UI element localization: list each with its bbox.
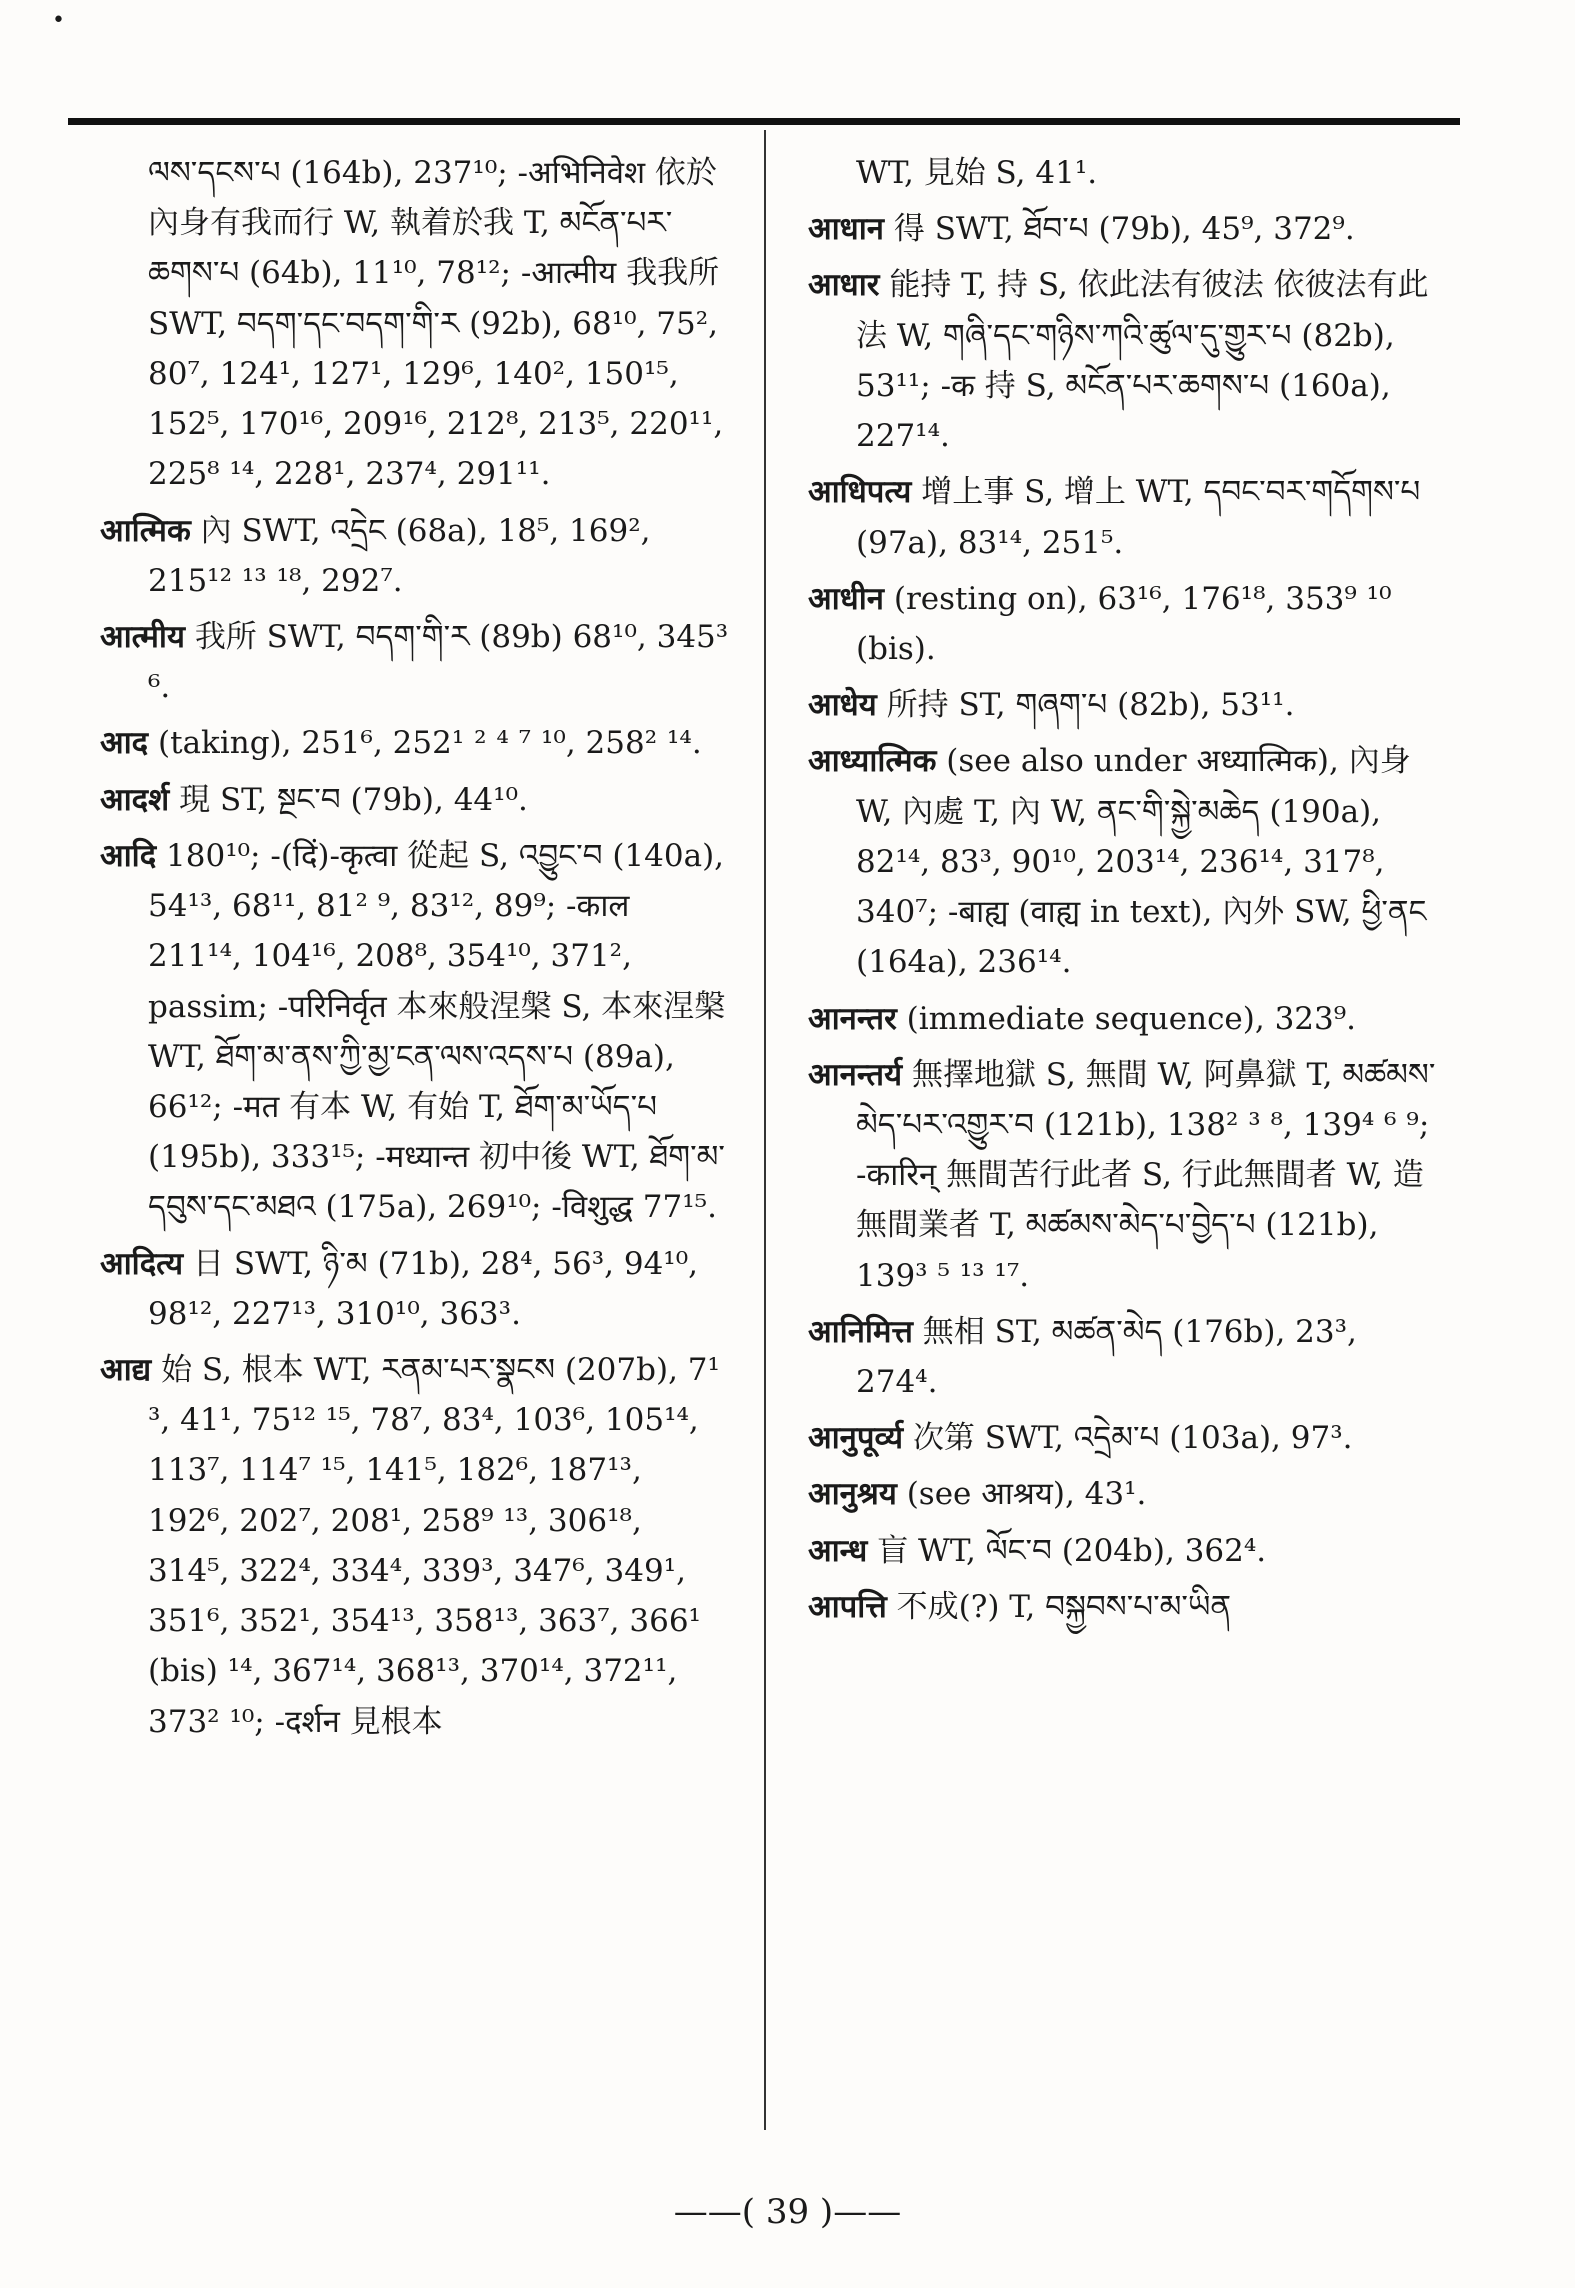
entry-headword: आधार: [808, 267, 880, 304]
entry-headword: आनुपूर्व्य: [808, 1420, 904, 1457]
entry-text: 增上事 S, 增上 WT, དབང་བར་གདོགས་པ (97a), 83¹⁴, 251⁵.: [856, 474, 1421, 561]
entry-headword: आदि: [100, 837, 157, 874]
dictionary-entry: [808, 1307, 1448, 1407]
left-column: [100, 148, 730, 1753]
entry-text: (see आश्रय), 43¹.: [906, 1476, 1147, 1513]
entry-text: 我所 SWT, བདག་གི་ར (89b) 68¹⁰, 345³ ⁶.: [148, 618, 729, 706]
entry-headword: आधान: [808, 211, 884, 248]
dictionary-entry: [808, 574, 1448, 674]
entry-headword: आदित्य: [100, 1245, 184, 1282]
entry-headword: आनन्तर: [808, 1000, 897, 1037]
entry-text: 無相 ST, མཚན་མེད (176b), 23³, 274⁴.: [856, 1313, 1357, 1401]
dictionary-entry: [100, 831, 730, 1233]
dictionary-entry: [100, 1239, 730, 1339]
dictionary-entry: [100, 506, 730, 606]
dictionary-entry: [808, 736, 1448, 987]
entry-text: (immediate sequence), 323⁹.: [906, 1000, 1357, 1037]
dictionary-entry: [100, 612, 730, 712]
entry-headword: आत्मिक: [100, 512, 191, 549]
entry-text: (resting on), 63¹⁶, 176¹⁸, 353⁹ ¹⁰ (bis).: [856, 580, 1392, 667]
entry-text: 能持 T, 持 S, 依此法有彼法 依彼法有此法 W, གཞི་དང་གཉིས་ཀའི་ཚུལ་དུ་གྱུར་པ (82b), 53¹¹; -क 持 S, མངོན་པར་ཆགས་པ (160a), 227¹⁴.: [856, 267, 1429, 455]
dictionary-entry: [100, 148, 730, 500]
dictionary-entry: [808, 1526, 1448, 1576]
entry-text: 所持 ST, གཞག་པ (82b), 53¹¹.: [886, 687, 1295, 724]
dictionary-entry: [808, 1469, 1448, 1519]
dictionary-entry: [808, 680, 1448, 730]
dictionary-entry: [100, 718, 730, 768]
entry-text: 180¹⁰; -(दिं)-कृत्वा 從起 S, འབྱུང་བ (140a), 54¹³, 68¹¹, 81² ⁹, 83¹², 89⁹; -काल 211¹⁴, 104¹⁶, 208⁸, 354¹⁰, 371², passim; -परिनिर्वृत 本來般涅槃 S, 本來涅槃 WT, ཐོག་མ་ནས་ཀྱི་མྱ་ངན་ལས་འདས་པ (89a), 66¹²; -मत 有本 W, 有始 T, ཐོག་མ་ཡོད་པ (195b), 333¹⁵; -मध्यान्त 初中後 WT, ཐོག་མ་དབུས་དང་མཐའ (175a), 269¹⁰; -विशुद्ध 77¹⁵.: [148, 837, 726, 1226]
page-number: ——( 39 )——: [673, 2192, 902, 2232]
right-column: [808, 148, 1448, 1638]
dictionary-entry: [808, 994, 1448, 1044]
dictionary-entry: [100, 1345, 730, 1747]
dictionary-entry: [808, 148, 1448, 198]
dictionary-entry: [808, 260, 1448, 461]
corner-mark: •: [52, 8, 65, 33]
entry-text: 始 S, 根本 WT, རནམ་པར་སྣངས (207b), 7¹ ³, 41¹, 75¹² ¹⁵, 78⁷, 83⁴, 103⁶, 105¹⁴, 113⁷, 114⁷ ¹⁵, 141⁵, 182⁶, 187¹³, 192⁶, 202⁷, 208¹, 258⁹ ¹³, 306¹⁸, 314⁵, 322⁴, 334⁴, 339³, 347⁶, 349¹, 351⁶, 352¹, 354¹³, 358¹³, 363⁷, 366¹ (bis) ¹⁴, 367¹⁴, 368¹³, 370¹⁴, 372¹¹, 373² ¹⁰; -दर्शन 見根本: [148, 1352, 720, 1740]
entry-headword: आपत्ति: [808, 1588, 887, 1625]
entry-headword: आध्यात्मिक: [808, 743, 937, 780]
entry-text: WT, 見始 S, 41¹.: [856, 155, 1098, 191]
entry-text: 無擇地獄 S, 無間 W, 阿鼻獄 T, མཚམས་མེད་པར་འགྱུར་བ (121b), 138² ³ ⁸, 139⁴ ⁶ ⁹; -कारिन् 無間苦行此者 S, 行此無間者 W, 造無間業者 T, མཚམས་མེད་པ་བྱེད་པ (121b), 139³ ⁵ ¹³ ¹⁷.: [856, 1056, 1436, 1294]
entry-headword: आधीन: [808, 580, 884, 617]
entry-headword: आनुश्रय: [808, 1476, 897, 1513]
entry-text: 現 ST, སྔང་བ (79b), 44¹⁰.: [179, 781, 528, 818]
entry-text: 不成(?) T, བསྐྱབས་པ་མ་ཡིན: [896, 1588, 1232, 1625]
header-rule: [68, 118, 1460, 125]
dictionary-entry: [808, 467, 1448, 567]
entry-headword: आत्मीय: [100, 618, 185, 655]
entry-text: (taking), 251⁶, 252¹ ² ⁴ ⁷ ¹⁰, 258² ¹⁴.: [158, 725, 702, 762]
entry-headword: आधेय: [808, 687, 877, 724]
entry-headword: आनिमित्त: [808, 1313, 913, 1350]
entry-text: 得 SWT, ཐོབ་པ (79b), 45⁹, 372⁹.: [893, 211, 1355, 248]
entry-text: 盲 WT, ལོང་བ (204b), 362⁴.: [877, 1532, 1267, 1569]
entry-headword: आन्ध: [808, 1532, 868, 1569]
dictionary-entry: [100, 775, 730, 825]
entry-headword: आदर्श: [100, 781, 170, 818]
entry-text: (see also under अध्यात्मिक), 內身 W, 內處 T, 內 W, ནང་གི་སྐྱེ་མཆེད (190a), 82¹⁴, 83³, 90¹⁰, 203¹⁴, 236¹⁴, 317⁸, 340⁷; -बाह्य (वाह्य in text), 內外 SW, ཕྱི་ནང (164a), 236¹⁴.: [856, 743, 1427, 981]
entry-text: 日 SWT, ཉི་མ (71b), 28⁴, 56³, 94¹⁰, 98¹², 227¹³, 310¹⁰, 363³.: [148, 1245, 699, 1332]
entry-headword: आद्य: [100, 1352, 152, 1389]
dictionary-entry: [808, 1413, 1448, 1463]
dictionary-entry: [808, 1050, 1448, 1301]
dictionary-entry: [808, 1582, 1448, 1632]
column-divider: [764, 130, 766, 2130]
entry-text: 次第 SWT, འདྲེམ་པ (103a), 97³.: [912, 1420, 1353, 1457]
entry-text: ལས་དངས་པ (164b), 237¹⁰; -अभिनिवेश 依於內身有我而行 W, 執着於我 T, མངོན་པར་ཆགས་པ (64b), 11¹⁰, 78¹²; -आत्मीय 我我所 SWT, བདག་དང་བདག་གི་ར (92b), 68¹⁰, 75², 80⁷, 124¹, 127¹, 129⁶, 140², 150¹⁵, 152⁵, 170¹⁶, 209¹⁶, 212⁸, 213⁵, 220¹¹, 225⁸ ¹⁴, 228¹, 237⁴, 291¹¹.: [148, 155, 724, 493]
entry-headword: आनन्तर्य: [808, 1056, 903, 1093]
entry-headword: आद: [100, 725, 149, 762]
entry-headword: आधिपत्य: [808, 474, 912, 511]
entry-text: 內 SWT, འདྲེང (68a), 18⁵, 169², 215¹² ¹³ ¹⁸, 292⁷.: [148, 512, 651, 599]
dictionary-entry: [808, 204, 1448, 254]
